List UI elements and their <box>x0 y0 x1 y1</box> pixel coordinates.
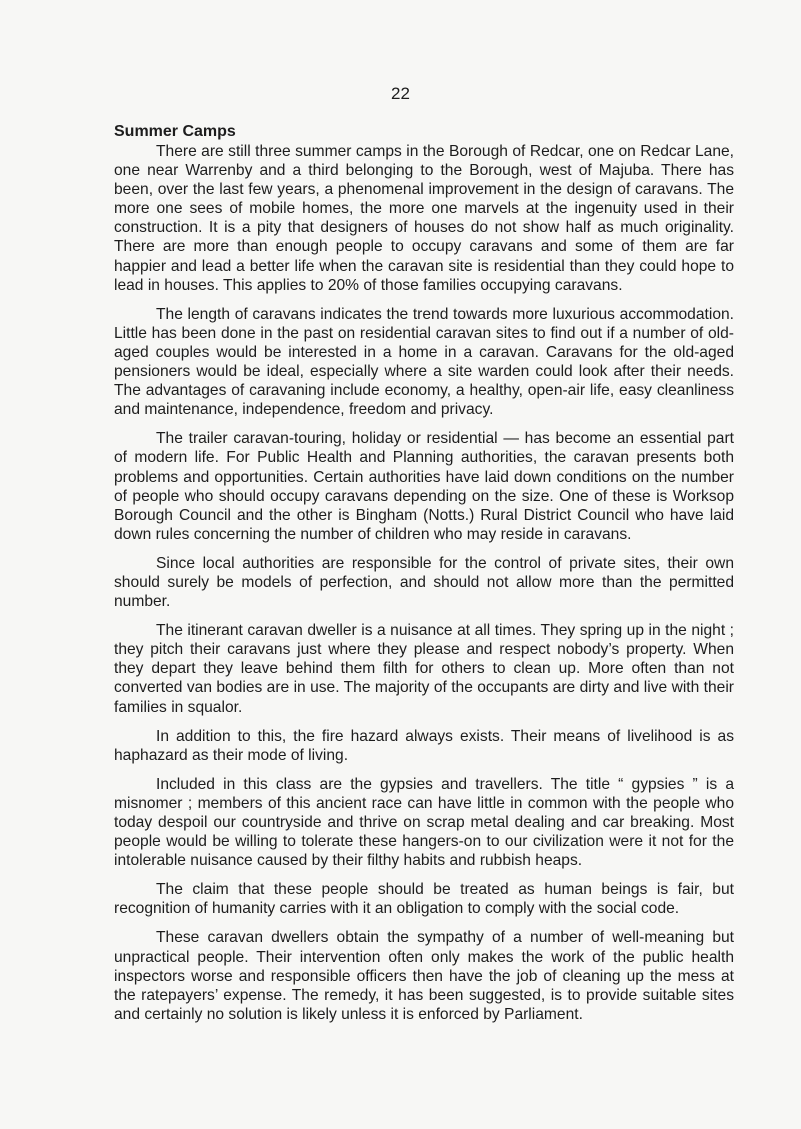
paragraph: The itinerant caravan dweller is a nuisance at all times. They spring up in the night ; they pitch their caravans just where they please and respect nobody’s property. When they depart they leave behind them filth for others to clean up. More often than not converted van bodies are in use. The majority of the occupants are dirty and live with their families in squalor. <box>114 622 734 716</box>
paragraph: Since local authorities are responsible for the control of private sites, their own should surely be models of perfection, and should not allow more than the permitted number. <box>114 554 734 611</box>
section-summer-camps <box>114 122 734 1034</box>
paragraph: Included in this class are the gypsies and travellers. The title “ gypsies ” is a misnomer ; members of this ancient race can have little in common with the people who today despoil our countryside and thrive on scrap metal dealing and car breaking. Most people would be willing to tolerate these hangers-on to our civilization were it not for the intolerable nuisance caused by their filthy habits and rubbish heaps. <box>114 775 734 870</box>
paragraph: These caravan dwellers obtain the sympathy of a number of well-meaning but unpractical people. Their intervention often only makes the work of the public health inspectors worse and responsible officers then have the job of cleaning up the mess at the ratepayers’ expense. The remedy, it has been suggested, is to provide suitable sites and certainly no solution is likely unless it is enforced by Parliament. <box>114 929 734 1023</box>
paragraph: The claim that these people should be treated as human beings is fair, but recognition of humanity carries with it an obligation to comply with the social code. <box>114 881 734 918</box>
section-heading: Summer Camps <box>114 123 236 140</box>
paragraph: The trailer caravan-touring, holiday or residential — has become an essential part of modern life. For Public Health and Planning authorities, the caravan presents both problems and opportunities. Certain authorities have laid down conditions on the number of people who should occupy caravans depending on the size. One of these is Worksop Borough Council and the other is Bingham (Notts.) Rural District Council who have laid down rules concerning the number of children who may reside in caravans. <box>114 430 734 543</box>
page-number: 22 <box>391 84 410 103</box>
paragraph: There are still three summer camps in the Borough of Redcar, one on Redcar Lane, one near Warrenby and a third belonging to the Borough, west of Majuba. There has been, over the last few years, a phenomenal improvement in the design of caravans. The more one sees of mobile homes, the more one marvels at the ingenuity used in their construction. It is a pity that designers of houses do not show half as much originality. There are more than enough people to occupy caravans and some of them are far happier and lead a better life when the caravan site is residential than they could hope to lead in houses. This applies to 20% of those families occupying caravans. <box>114 143 734 294</box>
paragraph: In addition to this, the fire hazard always exists. Their means of livelihood is as haphazard as their mode of living. <box>114 727 734 764</box>
paragraph: The length of caravans indicates the trend towards more luxurious accommodation. Little has been done in the past on residential caravan sites to find out if a number of old-aged couples would be interested in a home in a caravan. Caravans for the old-aged pensioners would be ideal, especially where a site warden could look after their needs. The advantages of caravaning include economy, a healthy, open-air life, easy cleanliness and maintenance, independence, freedom and privacy. <box>114 305 734 419</box>
